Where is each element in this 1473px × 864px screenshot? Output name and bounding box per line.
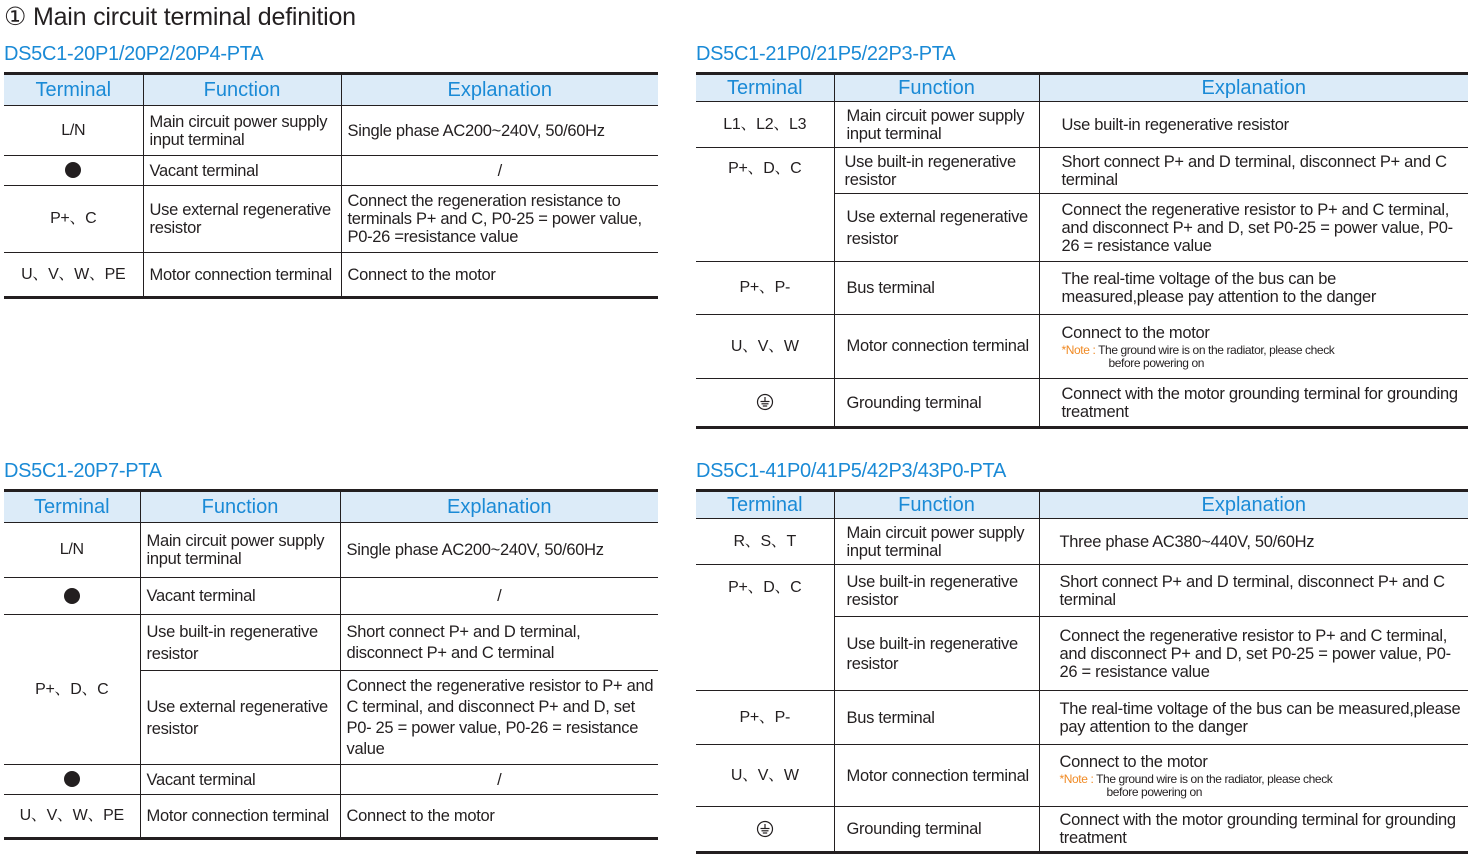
terminal-table [696, 489, 1468, 854]
table-row [4, 615, 658, 671]
function-cell: Vacant terminal [140, 578, 340, 615]
note [1062, 344, 1463, 370]
function-cell: Use built-in regenerative resistor [834, 148, 1039, 194]
table-row [696, 691, 1468, 745]
header-function: Function [834, 74, 1039, 102]
note-text-2: before powering on [1108, 355, 1205, 370]
header-row [4, 491, 658, 523]
explanation-cell: / [340, 765, 658, 795]
function-cell: Grounding terminal [834, 807, 1039, 853]
header-row [696, 491, 1468, 519]
table-row [4, 186, 658, 253]
table-row [696, 807, 1468, 853]
terminal-table [4, 489, 658, 840]
header-terminal: Terminal [4, 491, 140, 523]
explanation-text: Connect to the motor [1061, 323, 1210, 342]
function-cell: Use built-in regenerative resistor [834, 565, 1039, 617]
function-cell: Use built-in regenerative resistor [140, 615, 340, 671]
function-cell: Motor connection terminal [140, 795, 340, 839]
filled-circle-icon [64, 771, 80, 787]
table-row [696, 379, 1468, 428]
header-terminal: Terminal [696, 74, 834, 102]
function-cell: Bus terminal [834, 691, 1039, 745]
table-row [696, 745, 1468, 807]
note-label: *Note : [1059, 771, 1094, 786]
terminal-cell: U、V、W [696, 745, 834, 807]
terminal-cell [4, 578, 140, 615]
explanation-cell: Connect the regenerative resistor to P+ and C terminal, and disconnect P+ and D, set P0- 25 = power value, P0-26 = resistance value [340, 671, 658, 765]
terminal-cell: L/N [4, 523, 140, 578]
header-row [4, 74, 658, 106]
function-cell: Main circuit power supply input terminal [143, 106, 341, 156]
terminal-cell [4, 765, 140, 795]
explanation-cell: / [341, 156, 658, 186]
ground-icon [756, 820, 774, 838]
table-row [4, 106, 658, 156]
explanation-cell: Short connect P+ and D terminal, disconnect P+ and C terminal [1039, 565, 1468, 617]
explanation-cell: / [340, 578, 658, 615]
header-explanation: Explanation [1039, 491, 1468, 519]
explanation-cell: The real-time voltage of the bus can be measured,please pay attention to the danger [1039, 691, 1468, 745]
function-cell: Main circuit power supply input terminal [834, 519, 1039, 565]
function-cell: Use external regenerative resistor [140, 671, 340, 765]
explanation-cell: Single phase AC200~240V, 50/60Hz [340, 523, 658, 578]
function-cell: Motor connection terminal [143, 253, 341, 298]
section-title: DS5C1-20P7-PTA [4, 460, 162, 482]
note [1060, 773, 1463, 799]
table-row [696, 262, 1468, 315]
terminal-cell: P+、D、C [696, 565, 834, 691]
explanation-cell [1039, 745, 1468, 807]
terminal-cell [696, 379, 834, 428]
function-cell: Motor connection terminal [834, 315, 1039, 379]
function-cell: Grounding terminal [834, 379, 1039, 428]
table-row [696, 148, 1468, 194]
header-terminal: Terminal [696, 491, 834, 519]
section-title: DS5C1-41P0/41P5/42P3/43P0-PTA [696, 460, 1007, 482]
terminal-table [696, 72, 1468, 429]
terminal-cell [4, 156, 143, 186]
terminal-cell [696, 807, 834, 853]
function-cell: Vacant terminal [140, 765, 340, 795]
section-title: DS5C1-21P0/21P5/22P3-PTA [696, 43, 956, 65]
explanation-cell: Connect to the motor [341, 253, 658, 298]
terminal-cell: P+、P- [696, 691, 834, 745]
function-cell: Main circuit power supply input terminal [834, 102, 1039, 148]
explanation-cell: Use built-in regenerative resistor [1039, 102, 1468, 148]
section-t1 [4, 40, 658, 299]
header-row [696, 74, 1468, 102]
filled-circle-icon [65, 162, 81, 178]
terminal-cell: R、S、T [696, 519, 834, 565]
header-function: Function [143, 74, 341, 106]
explanation-cell: Short connect P+ and D terminal, disconnect P+ and C terminal [340, 615, 658, 671]
explanation-cell: Short connect P+ and D terminal, disconnect P+ and C terminal [1039, 148, 1468, 194]
note-text-2: before powering on [1106, 784, 1203, 799]
terminal-cell: L1、L2、L3 [696, 102, 834, 148]
terminal-cell: U、V、W、PE [4, 795, 140, 839]
table-row [696, 315, 1468, 379]
table-row [696, 565, 1468, 617]
terminal-table [4, 72, 658, 299]
terminal-cell: P+、D、C [4, 615, 140, 765]
header-function: Function [834, 491, 1039, 519]
terminal-cell: P+、C [4, 186, 143, 253]
explanation-cell: Three phase AC380~440V, 50/60Hz [1039, 519, 1468, 565]
function-cell: Motor connection terminal [834, 745, 1039, 807]
explanation-text: Connect to the motor [1059, 752, 1208, 771]
explanation-cell: The real-time voltage of the bus can be measured,please pay attention to the danger [1039, 262, 1468, 315]
table-row [4, 156, 658, 186]
table-row [696, 102, 1468, 148]
note-text: The ground wire is on the radiator, please check [1098, 342, 1335, 357]
terminal-cell: U、V、W [696, 315, 834, 379]
explanation-cell: Connect the regeneration resistance to terminals P+ and C, P0-25 = power value, P0-26 =resistance value [341, 186, 658, 253]
table-row [4, 795, 658, 839]
table-row [696, 519, 1468, 565]
function-cell: Bus terminal [834, 262, 1039, 315]
table-row [4, 253, 658, 298]
note-text: The ground wire is on the radiator, please check [1096, 771, 1333, 786]
header-explanation: Explanation [340, 491, 658, 523]
function-cell: Use external regenerative resistor [834, 194, 1039, 262]
note-label: *Note : [1061, 342, 1096, 357]
function-cell: Vacant terminal [143, 156, 341, 186]
explanation-cell: Connect the regenerative resistor to P+ and C terminal, and disconnect P+ and D, set P0-25 = power value, P0-26 = resistance value [1039, 617, 1468, 691]
explanation-cell: Connect to the motor [340, 795, 658, 839]
terminal-cell: P+、D、C [696, 148, 834, 262]
table-row [4, 523, 658, 578]
header-explanation: Explanation [341, 74, 658, 106]
section-t4 [696, 457, 1468, 854]
explanation-cell: Connect with the motor grounding terminal for grounding treatment [1039, 807, 1468, 853]
function-cell: Main circuit power supply input terminal [140, 523, 340, 578]
filled-circle-icon [64, 588, 80, 604]
function-cell: Use built-in regenerative resistor [834, 617, 1039, 691]
table-row [4, 578, 658, 615]
page-title: ① Main circuit terminal definition [4, 3, 356, 31]
section-title: DS5C1-20P1/20P2/20P4-PTA [4, 43, 264, 65]
terminal-cell: L/N [4, 106, 143, 156]
explanation-cell: Single phase AC200~240V, 50/60Hz [341, 106, 658, 156]
table-row [4, 765, 658, 795]
explanation-cell: Connect with the motor grounding terminal for grounding treatment [1039, 379, 1468, 428]
terminal-cell: U、V、W、PE [4, 253, 143, 298]
section-t2 [696, 40, 1468, 429]
header-function: Function [140, 491, 340, 523]
header-explanation: Explanation [1039, 74, 1468, 102]
terminal-cell: P+、P- [696, 262, 834, 315]
ground-icon [756, 393, 774, 411]
header-terminal: Terminal [4, 74, 143, 106]
section-t3 [4, 457, 658, 840]
explanation-cell [1039, 315, 1468, 379]
explanation-cell: Connect the regenerative resistor to P+ and C terminal, and disconnect P+ and D, set P0-25 = power value, P0-26 = resistance value [1039, 194, 1468, 262]
function-cell: Use external regenerative resistor [143, 186, 341, 253]
